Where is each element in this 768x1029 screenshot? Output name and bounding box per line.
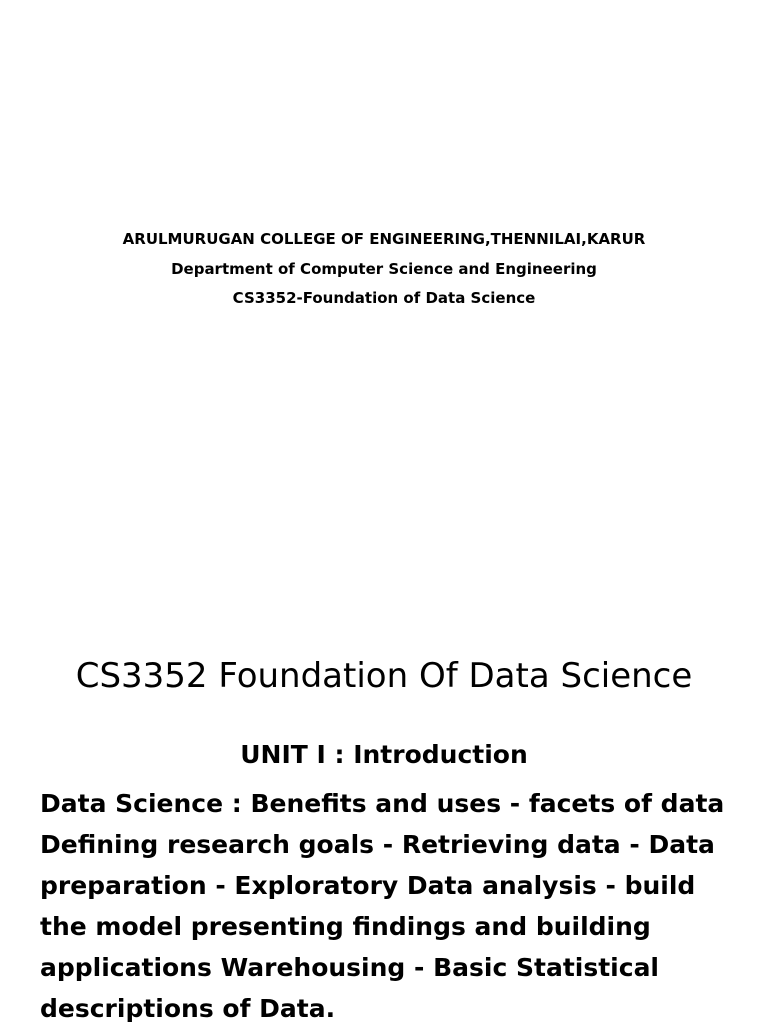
document-header	[0, 225, 768, 314]
syllabus-line: preparation - Exploratory Data analysis - build	[40, 871, 696, 900]
syllabus-line: Data Science : Benefits and uses - facets of data	[40, 789, 725, 818]
course-code-line: CS3352-Foundation of Data Science	[232, 289, 536, 307]
unit-syllabus	[40, 783, 740, 1029]
course-title: CS3352 Foundation Of Data Science	[75, 656, 693, 696]
syllabus-line: the model presenting findings and building	[40, 912, 651, 941]
syllabus-line: descriptions of Data.	[40, 994, 336, 1023]
syllabus-line: Defining research goals - Retrieving data - Data	[40, 830, 715, 859]
institution-name: ARULMURUGAN COLLEGE OF ENGINEERING,THENNILAI,KARUR	[122, 230, 646, 248]
unit-heading: UNIT I : Introduction	[240, 740, 528, 769]
department-name: Department of Computer Science and Engineering	[171, 259, 597, 278]
syllabus-line: applications Warehousing - Basic Statistical	[40, 953, 660, 982]
